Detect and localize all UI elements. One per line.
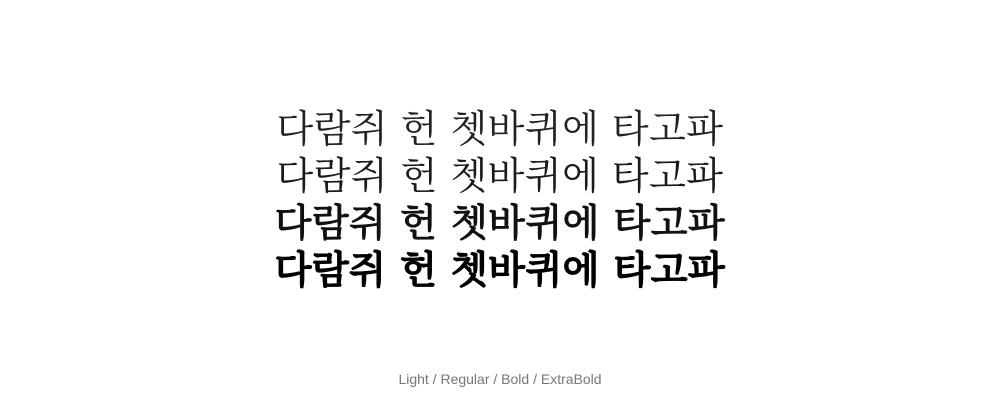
specimen-line-regular: 다람쥐 헌 쳇바퀴에 타고파 [276, 154, 724, 198]
specimen-line-bold: 다람쥐 헌 쳇바퀴에 타고파 [274, 201, 726, 245]
specimen-sample-block [0, 106, 1000, 294]
weight-caption: Light / Regular / Bold / ExtraBold [398, 371, 602, 387]
specimen-line-light: 다람쥐 헌 쳇바퀴에 타고파 [276, 107, 724, 151]
specimen-line-extrabold: 다람쥐 헌 쳇바퀴에 타고파 [274, 248, 726, 292]
